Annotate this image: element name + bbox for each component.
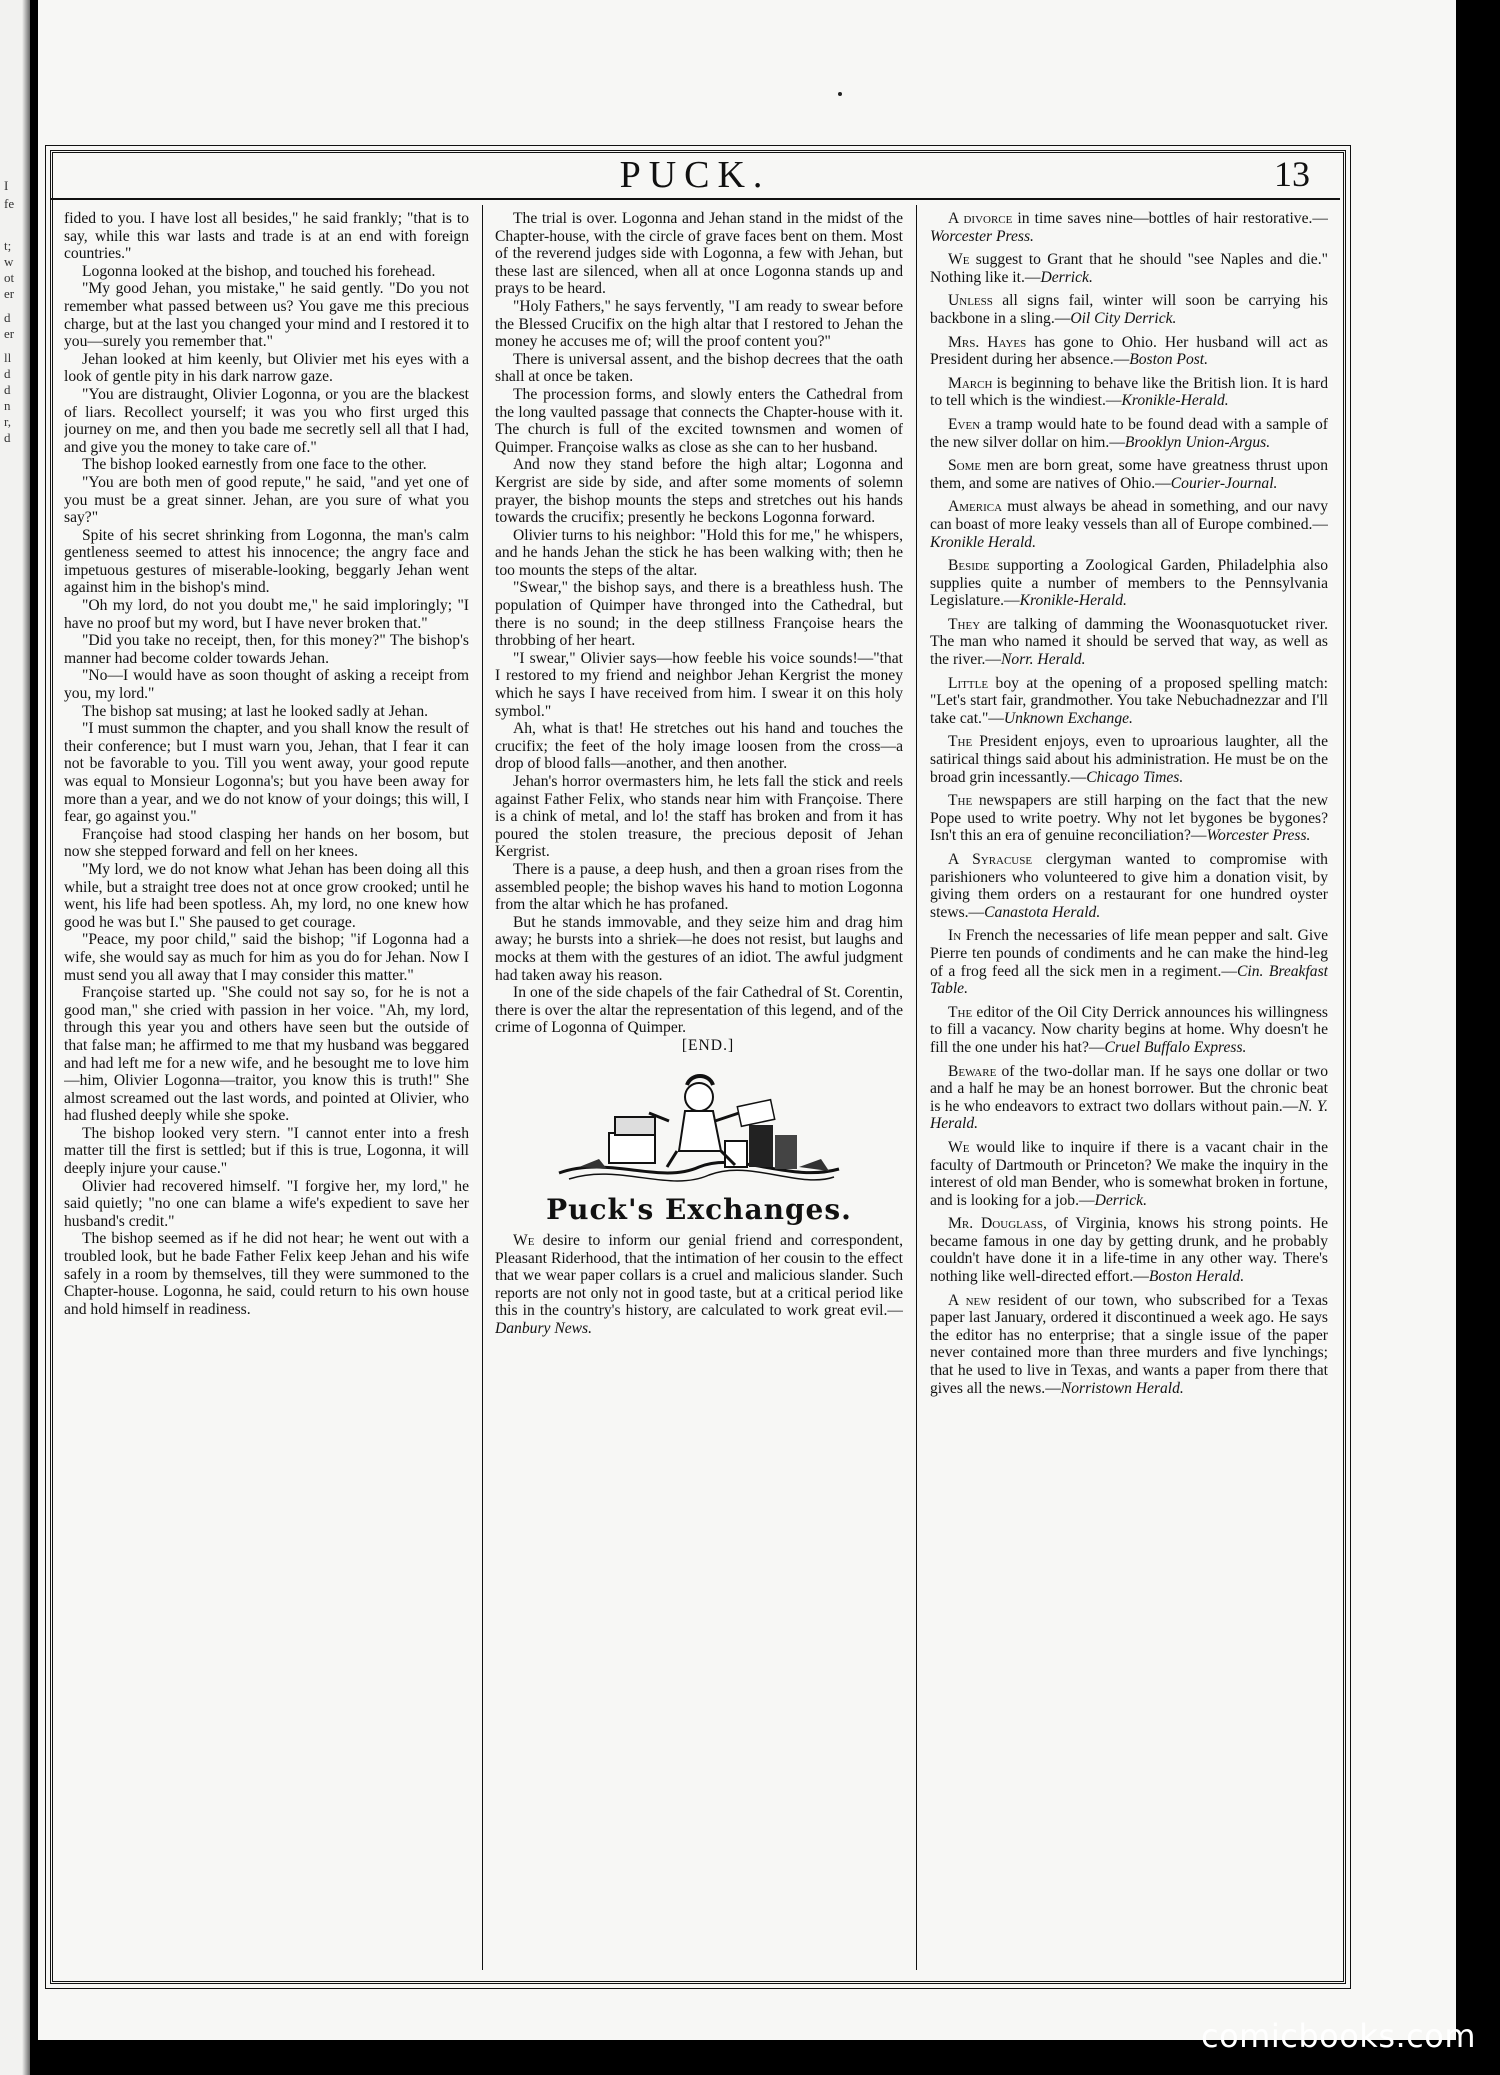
story-paragraph: The bishop looked very stern. "I cannot enter into a fresh matter till the first is settled; but if this is true, Logonna, it will deeply injure your cause.": [64, 1124, 469, 1178]
exchange-lead: The: [948, 1003, 973, 1021]
story-paragraph: Ah, what is that! He stretches out his hand and touches the crucifix; the feet of the holy image loosen from the cross—a drop of blood falls—another, and then another.: [495, 720, 903, 773]
exchange-source: Cruel Buffalo Express.: [1104, 1038, 1247, 1056]
adjacent-page-letter: ll: [4, 350, 12, 365]
story-paragraph: "My good Jehan, you mistake," he said gently. "Do you not remember what passed between us? You gave me this precious charge, but at the last you changed your mind and I restored it to you—surely you remember that.": [64, 280, 469, 351]
exchange-item: [930, 1292, 1328, 1398]
exchanges-vignette-illustration: [549, 1055, 849, 1195]
adjacent-page-edge: [0, 0, 30, 2075]
adjacent-page-letter: ot: [4, 270, 15, 285]
story-paragraph: And now they stand before the high altar; Logonna and Kergrist are side by side, and after some moments of solemn prayer, the bishop mounts the steps and stretches out his hands towards the crucifix; presently he beckons Logonna forward.: [495, 456, 903, 527]
exchange-lead: Mrs. Hayes: [948, 333, 1027, 351]
exchange-text: has gone to Ohio. Her husband will act as President during her absence.—: [930, 333, 1328, 369]
adjacent-page-letter: I: [4, 178, 9, 193]
exchange-item: [930, 792, 1328, 845]
story-paragraph: Logonna looked at the bishop, and touched his forehead.: [82, 262, 436, 280]
exchange-text: of the two-dollar man. If he says one dollar or two and a half he may be an honest borrower. But the chronic beat is he who endeavors to extract two dollars without pain.—: [930, 1062, 1328, 1115]
column-rule-left: [482, 205, 483, 1970]
story-paragraph: The trial is over. Logonna and Jehan stand in the midst of the Chapter-house, with the circle of grave faces bent on them. Most of the reverend judges side with Logonna, a few with Jehan, but these last are silenced, when all at once Logonna stands up and prays to be heard.: [495, 210, 903, 298]
adjacent-page-letter: d: [4, 366, 11, 381]
exchange-source: Worcester Press.: [930, 227, 1034, 245]
story-paragraph: Olivier had recovered himself. "I forgive her, my lord," he said quietly; "no one can blame a wife's expedient to save her husband's credit.": [64, 1177, 469, 1230]
exchange-text: is beginning to behave like the British lion. It is hard to tell which is the windiest.—: [930, 374, 1328, 410]
story-paragraph: The bishop sat musing; at last he looked sadly at Jehan.: [82, 702, 429, 720]
exchange-lead: Mr. Douglass: [948, 1215, 1044, 1233]
story-paragraph: "Oh my lord, do not you doubt me," he said imploringly; "I have no proof but my word, but I have never broken that.": [64, 597, 469, 632]
exchange-text: a tramp would hate to be found dead with a sample of the new silver dollar on him.—: [930, 415, 1328, 451]
exchange-source: Boston Post.: [1129, 351, 1209, 369]
exchange-source: Unknown Exchange.: [1003, 709, 1133, 727]
exchange-item: [930, 416, 1328, 451]
exchange-source: Chicago Times.: [1086, 768, 1184, 786]
story-column-middle: [495, 210, 903, 1965]
story-paragraph: In one of the side chapels of the fair Cathedral of St. Corentin, there is over the altar the representation of this legend, and of the crime of Logonna of Quimper.: [495, 984, 903, 1037]
exchange-source: Cin. Breakfast Table.: [930, 962, 1328, 998]
story-paragraph: "Did you take no receipt, then, for this money?" The bishop's manner had become colder towards Jehan.: [64, 632, 469, 667]
story-paragraph: "You are both men of good repute," he said, "and yet one of you must be a great sinner. Jehan, are you sure of what you say?": [64, 473, 469, 527]
exchange-source: Derrick.: [1094, 1191, 1147, 1209]
adjacent-page-letter: d: [4, 430, 11, 445]
exchanges-intro: [495, 1232, 903, 1338]
exchange-item: [930, 675, 1328, 728]
exchange-lead: In: [948, 927, 962, 945]
exchange-source: Kronikle-Herald.: [1121, 392, 1229, 410]
adjacent-page-letter: t;: [4, 238, 12, 253]
adjacent-page-letter: er: [4, 326, 15, 341]
story-paragraph: Françoise had stood clasping her hands on her bosom, but now she stepped forward and fell on her knees.: [64, 825, 469, 861]
exchange-text: clergyman wanted to compromise with parishioners who volunteered to give him a donation visit, by giving them orders on a restaurant for one hundred oyster stews.—: [930, 851, 1328, 921]
exchanges-column-right: [930, 210, 1328, 1965]
exchange-lead: A new: [948, 1291, 991, 1309]
story-paragraph: Françoise started up. "She could not say so, for he is not a good man," she cried with passion in her voice. "Ah, my lord, through this year you and others have seen but the outside of that false man; he affirmed to me that my husband was beggared and had left me for a new wife, and he besought me to love him—him, Olivier Logonna—traitor, you know this is truth!" She almost screamed out the last words, and pointed at Olivier, who had flushed deeply while she spoke.: [64, 984, 469, 1125]
exchange-source: N. Y. Herald.: [930, 1097, 1328, 1133]
exchange-lead: Little: [948, 674, 989, 692]
exchange-item: [930, 557, 1328, 610]
gutter-shadow: [22, 0, 30, 2075]
adjacent-page-letter: er: [4, 286, 15, 301]
exchange-text: supporting a Zoological Garden, Philadelphia also supplies quite a number of members to the Pennsylvania Legislature.—: [930, 557, 1328, 610]
story-paragraph: "I swear," Olivier says—how feeble his voice sounds!—"that I restored to my friend and neighbor Jehan Kergrist the money which he says I have received from him. I swear it on this holy symbol.": [495, 649, 903, 720]
story-paragraph: "No—I would have as soon thought of asking a receipt from you, my lord.": [64, 667, 469, 703]
story-paragraph: Jehan's horror overmasters him, he lets fall the stick and reels against Father Felix, who stands near him with Françoise. There is a chink of metal, and lo! the staff has broken and from it has poured the stolen treasure, the precious deposit of Jehan Kergrist.: [495, 773, 903, 861]
story-paragraph: Olivier turns to his neighbor: "Hold this for me," he whispers, and he hands Jehan the stick he has been walking with; then he too mounts the steps of the altar.: [495, 526, 903, 579]
exchange-source: Boston Herald.: [1148, 1268, 1245, 1286]
exchange-item: [930, 498, 1328, 551]
story-paragraph: But he stands immovable, and they seize him and drag him away; he bursts into a shriek—he does not resist, but laughs and mocks at them with the gestures of an idiot. The awful judgment had taken away his reason.: [495, 913, 903, 984]
exchange-item: [930, 334, 1328, 369]
exchange-lead: America: [948, 498, 1003, 516]
masthead-title: PUCK.: [619, 154, 771, 196]
exchange-text: boy at the opening of a proposed spelling match: "Let's start fair, grandmother. You take Nebuchadnezzar and I'll take cat."—: [930, 674, 1328, 727]
paper-blemish: [838, 92, 842, 96]
exchange-item: [930, 251, 1328, 286]
adjacent-page-letter: w: [4, 254, 14, 269]
exchange-lead: The: [948, 733, 973, 751]
adjacent-page-letter: d: [4, 382, 11, 397]
story-paragraph: There is universal assent, and the bishop decrees that the oath shall at once be taken.: [495, 350, 903, 386]
intro-source: Danbury News.: [495, 1320, 593, 1338]
exchange-item: [930, 927, 1328, 997]
exchange-text: are talking of damming the Woonasquotucket river. The man who named it should be served that way, as well as the river.—: [930, 615, 1328, 669]
exchange-text: would like to inquire if there is a vacant chair in the faculty of Dartmouth or Princeton? We make the inquiry in the interest of old man Bender, who is somewhat broken in fortune, and is looking for a job.—: [930, 1138, 1328, 1209]
exchange-item: [930, 1004, 1328, 1057]
exchange-text: French the necessaries of life mean pepper and salt. Give Pierre ten pounds of condiments and he can make the hind-leg of a frog feed all the sick men in a regiment.—: [930, 927, 1328, 980]
exchange-text: President enjoys, even to uproarious laughter, all the satirical things said about his administration. He must be on the broad grin incessantly.—: [930, 733, 1328, 786]
story-paragraph: "Swear," the bishop says, and there is a breathless hush. The population of Quimper have thronged into the Cathedral, but there is no sound; in the deep stillness Françoise hears the throbbing of her heart.: [495, 579, 903, 650]
story-paragraph: The bishop looked earnestly from one face to the other.: [82, 456, 427, 474]
page-number: 13: [1274, 154, 1310, 194]
exchange-text: suggest to Grant that he should "see Naples and die." Nothing like it.—: [930, 251, 1328, 286]
exchange-item: [930, 851, 1328, 921]
exchange-lead: Beware: [948, 1062, 997, 1080]
exchange-lead: The: [948, 792, 973, 810]
exchange-item: [930, 457, 1328, 492]
exchange-text: must always be ahead in something, and our navy can boast of more leaky vessels than all of Europe combined.—: [930, 498, 1328, 533]
column-rule-right: [916, 205, 917, 1970]
story-paragraph: "You are distraught, Olivier Logonna, or you are the blackest of liars. Recollect yourself; it was you who first urged this journey on me, and then you bade me secretly sell all that I had, and give you the money to take care of.": [64, 385, 469, 456]
story-column-left: [64, 210, 469, 1965]
exchange-source: Kronikle Herald.: [930, 533, 1036, 551]
exchange-lead: March: [948, 374, 993, 392]
masthead-rule: [50, 198, 1340, 200]
watermark: comicbooks.com: [1200, 2017, 1476, 2055]
story-paragraph: "My lord, we do not know what Jehan has been doing all this while, but a straight tree does not at once grow crooked; until he went, his life had been spotless. Ah, my lord, no one knew how good he was but I." She paused to get courage.: [64, 860, 469, 931]
exchange-text: in time saves nine—bottles of hair restorative.—: [1012, 210, 1328, 227]
story-paragraph: The procession forms, and slowly enters the Cathedral from the long vaulted passage that connects the Chapter-house with it. The church is full of the excited townsmen and women of Quimper. Françoise walks as close as she can to her husband.: [495, 385, 903, 456]
exchange-item: [930, 733, 1328, 786]
exchange-source: Derrick.: [1040, 268, 1093, 286]
story-paragraph: "I must summon the chapter, and you shall know the result of their conference; but I must warn you, Jehan, that I fear it can not be favorable to you. Till you went away, your good repute was equal to Monsieur Logonna's; but you have been away for more than a year, and we do not know of your doings; this will, I fear, go against you.": [64, 720, 469, 826]
intro-text: desire to inform our genial friend and correspondent, Pleasant Riderhood, that the intimation of her cousin to the effect that we wear paper collars is a cruel and malicious slander. Such reports are not only not in good taste, but at a critical period like this in the country's history, are calculated to work great evil.—: [495, 1232, 903, 1320]
exchange-source: Kronikle-Herald.: [1019, 592, 1127, 610]
story-paragraph: The bishop seemed as if he did not hear; he went out with a troubled look, but he bade Father Felix keep Jehan and his wife safely in a room by themselves, till they were summoned to the Chapter-house. Logonna, he said, could return to his own house and hold himself in readiness.: [64, 1230, 469, 1318]
exchange-text: men are born great, some have greatness thrust upon them, and some are natives of Ohio.—: [930, 457, 1328, 492]
story-paragraph: Spite of his secret shrinking from Logonna, the man's calm gentleness seemed to attest his innocence; the angry face and impetuous gestures of miserable-looking, beggarly Jehan went against him in the bishop's mind.: [64, 526, 469, 597]
story-paragraph: "Holy Fathers," he says fervently, "I am ready to swear before the Blessed Crucifix on the high altar that I restored to Jehan the money he accuses me of; will the proof content you?": [495, 297, 903, 351]
exchange-text: editor of the Oil City Derrick announces his willingness to fill a vacancy. Now charity begins at home. Why doesn't he fill the one under his hat?—: [930, 1003, 1328, 1056]
exchange-text: newspapers are still harping on the fact that the new Pope used to write poetry. Why not let bygones be bygones? Isn't this an era of genuine reconciliation?—: [930, 792, 1328, 845]
exchange-text: , of Virginia, knows his strong points. He became famous in one day by getting drunk, and he probably couldn't have done it in a life-time in any other way. There's nothing like well-directed effort.—: [930, 1215, 1328, 1286]
story-paragraph: fided to you. I have lost all besides," he said frankly; "that is to say, while this war lasts and trade is at an end with foreign countries.": [64, 210, 469, 263]
story-paragraph: "Peace, my poor child," said the bishop; "if Logonna had a wife, she would say as much for him as you do for Jehan. Now I must send you all away that I may consider this matter.": [64, 931, 469, 984]
exchange-source: Courier-Journal.: [1170, 474, 1278, 492]
exchange-item: [930, 616, 1328, 669]
end-mark: [END.]: [681, 1036, 735, 1054]
exchange-lead: Some: [948, 457, 982, 475]
exchange-lead: Unless: [948, 292, 993, 310]
exchange-source: Brooklyn Union-Argus.: [1124, 433, 1271, 451]
exchange-lead: A divorce: [948, 210, 1013, 227]
exchange-lead: They: [948, 615, 981, 633]
masthead: [50, 145, 1340, 197]
exchange-source: Norristown Herald.: [1060, 1379, 1184, 1397]
exchange-lead: We: [948, 1138, 970, 1156]
exchange-item: [930, 292, 1328, 327]
exchange-item: [930, 1215, 1328, 1285]
story-conclusion: [495, 210, 903, 1037]
adjacent-page-letter: fe: [4, 196, 15, 211]
exchange-lead: A Syracuse: [948, 851, 1033, 868]
exchange-lead: Beside: [948, 557, 990, 575]
exchange-text: all signs fail, winter will soon be carrying his backbone in a sling.—: [930, 292, 1328, 327]
exchanges-heading: Puck's Exchanges.: [546, 1192, 852, 1226]
adjacent-page-letter: d: [4, 310, 11, 325]
exchange-item: [930, 210, 1328, 245]
exchange-lead: Even: [948, 415, 981, 433]
exchange-item: [930, 1063, 1328, 1133]
exchange-text: resident of our town, who subscribed for a Texas paper last January, ordered it discontinued a week ago. He says the editor has no enterprise; that a single issue of the paper never contained more than three murders and five lynchings; that he used to live in Texas, and wants a paper from there that gives all the news.—: [930, 1291, 1328, 1397]
story-paragraph: There is a pause, a deep hush, and then a groan rises from the assembled people; the bishop waves his hand to motion Logonna from the altar which he has profaned.: [495, 860, 903, 914]
exchange-source: Oil City Derrick.: [1070, 309, 1177, 327]
intro-lead: We: [513, 1232, 535, 1250]
story-paragraph: Jehan looked at him keenly, but Olivier met his eyes with a look of gentle pity in his dark narrow gaze.: [64, 350, 469, 386]
exchange-item: [930, 1139, 1328, 1209]
exchange-item: [930, 375, 1328, 410]
exchange-source: Canastota Herald.: [984, 903, 1101, 921]
adjacent-page-letter: n: [4, 398, 11, 413]
exchange-source: Worcester Press.: [1206, 827, 1311, 845]
exchange-lead: We: [948, 251, 970, 269]
adjacent-page-letter: r,: [4, 414, 12, 429]
exchange-source: Norr. Herald.: [1001, 651, 1086, 669]
